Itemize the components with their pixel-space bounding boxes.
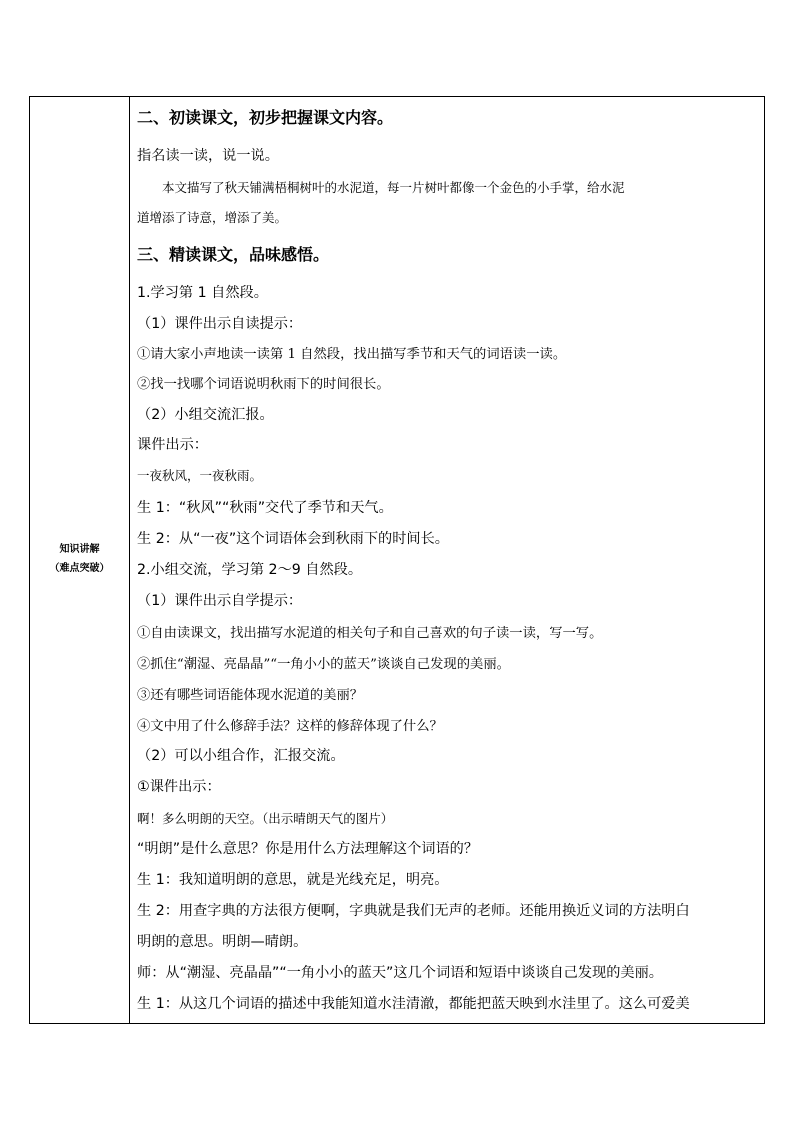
text-line: ①请大家小声地读一读第 1 自然段，找出描写季节和天气的词语读一读。 [137,347,567,362]
text-line: “明朗”是什么意思？你是用什么方法理解这个词语的？ [137,841,479,857]
text-line: 指名读一读，说一说。 [137,148,279,164]
text-line: 课件出示： [137,437,208,453]
text-line: ③还有哪些词语能体现水泥道的美丽？ [137,688,364,703]
text-line: 生 2：从“一夜”这个词语体会到秋雨下的时间长。 [137,531,449,547]
text-line: （2）小组交流汇报。 [137,407,274,423]
text-line: （1）课件出示自读提示： [137,316,303,332]
text-line: 一夜秋风，一夜秋雨。 [137,468,263,483]
text-line: 啊！多么明朗的天空。（出示晴朗天气的图片） [137,811,394,826]
section-label-line1: 知识讲解 [59,544,100,555]
section-label [30,540,129,578]
text-line: ①自由读课文，找出描写水泥道的相关句子和自己喜欢的句子读一读，写一写。 [137,626,603,641]
text-line: 师：从“潮湿、亮晶晶”“一角小小的蓝天”这几个词语和短语中谈谈自己发现的美丽。 [137,965,663,981]
text-line: 明朗的意思。明朗—晴朗。 [137,934,308,950]
text-line: 道增添了诗意，增添了美。 [137,210,288,225]
section-label-line2: （难点突破） [49,563,110,574]
text-line: 1.学习第 1 自然段。 [137,285,268,301]
heading-first-reading: 二、初读课文，初步把握课文内容。 [137,108,394,127]
text-line: 2.小组交流，学习第 2～9 自然段。 [137,562,363,578]
text-line: ④文中用了什么修辞手法？这样的修辞体现了什么？ [137,719,443,734]
text-line: 生 2：用查字典的方法很方便啊，字典就是我们无声的老师。还能用换近义词的方法明白 [137,903,690,919]
lesson-table [29,96,765,1024]
text-line: ①课件出示： [137,779,221,795]
text-line: 生 1：我知道明朗的意思，就是光线充足，明亮。 [137,872,449,888]
text-line: 本文描写了秋天铺满梧桐树叶的水泥道，每一片树叶都像一个金色的小手掌，给水泥 [137,180,625,195]
section-label-cell [30,97,130,1023]
text-line: 生 1：“秋风”“秋雨”交代了季节和天气。 [137,500,393,516]
text-line: （2）可以小组合作，汇报交流。 [137,748,345,764]
content-cell [130,97,764,1023]
text-line: ②抓住“潮湿、亮晶晶”“一角小小的蓝天”谈谈自己发现的美丽。 [137,657,510,672]
text-line: （1）课件出示自学提示： [137,593,303,609]
heading-close-reading: 三、精读课文，品味感悟。 [137,245,330,264]
text-line: 生 1：从这几个词语的描述中我能知道水洼清澈，都能把蓝天映到水洼里了。这么可爱美 [137,996,690,1012]
text-line: ②找一找哪个词语说明秋雨下的时间很长。 [137,377,390,392]
